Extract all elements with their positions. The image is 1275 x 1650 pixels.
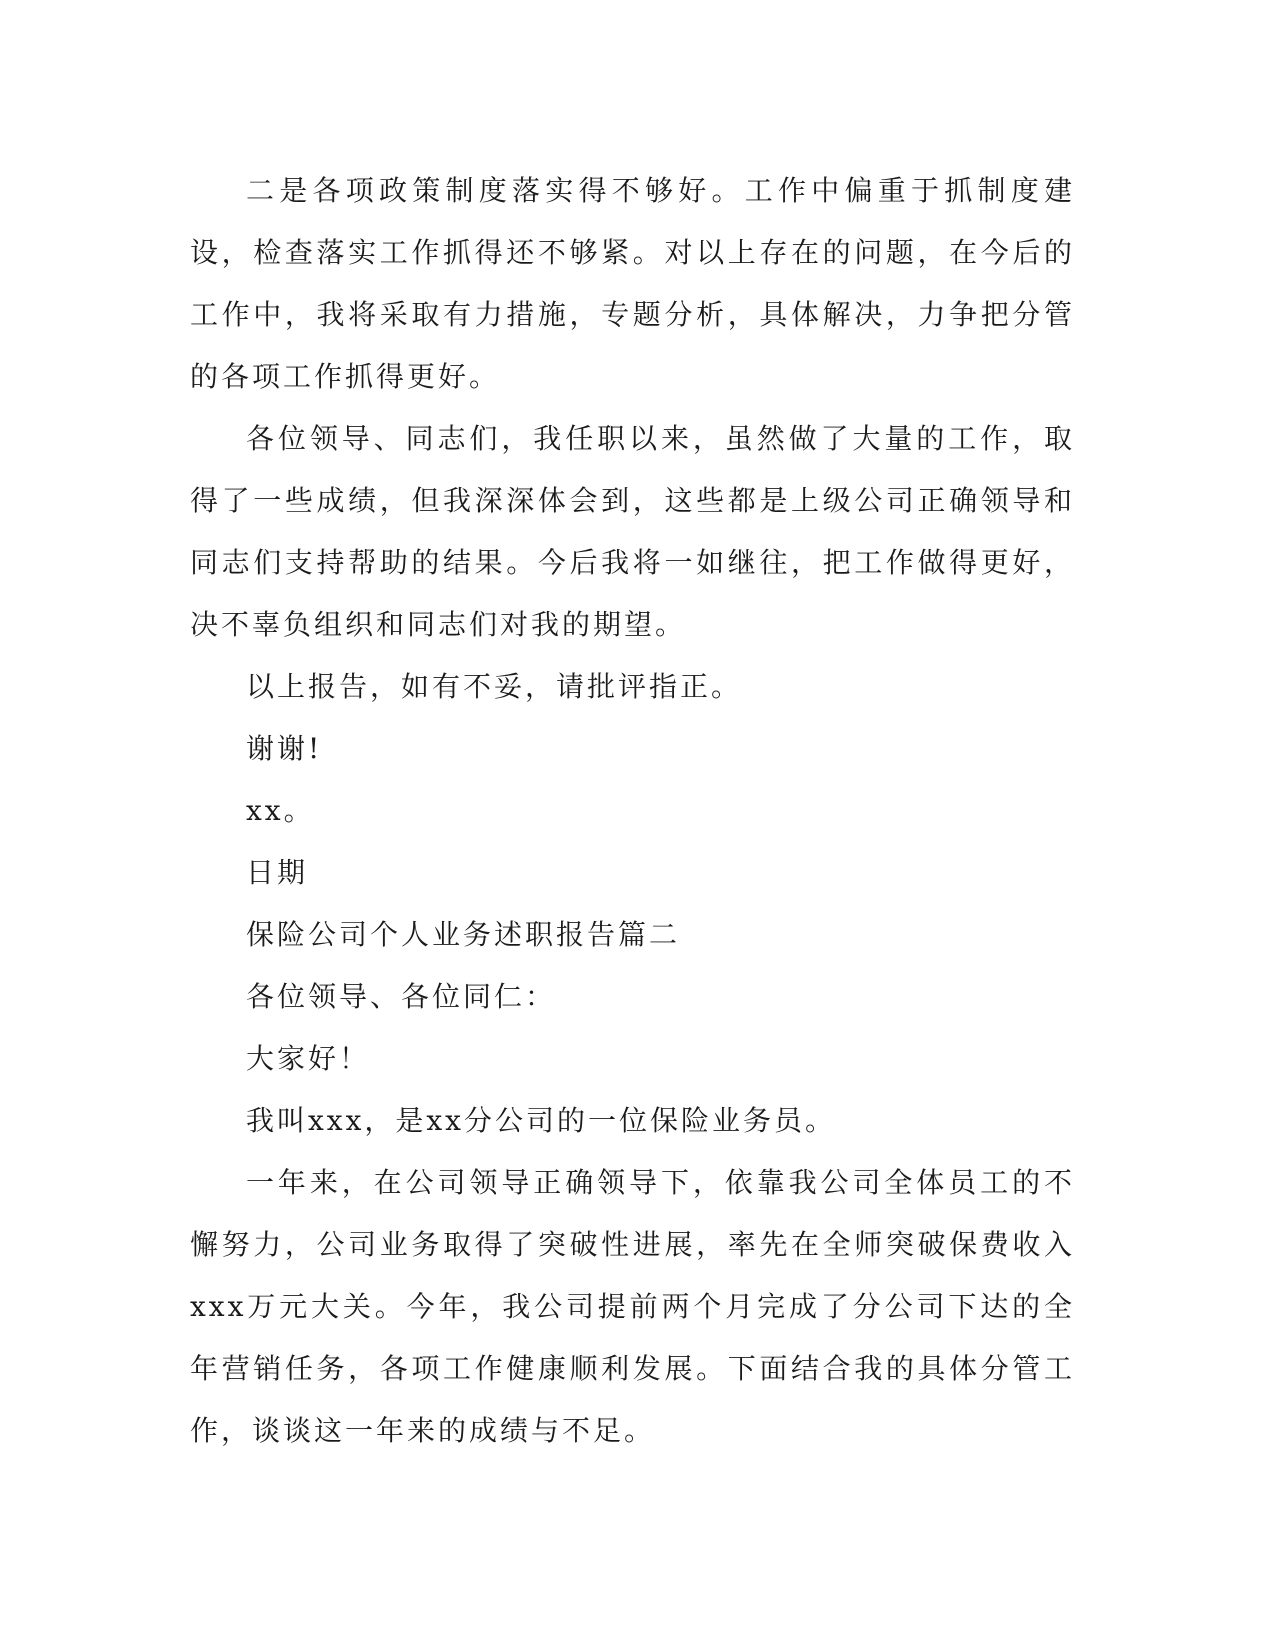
- date-line: 日期: [246, 856, 309, 889]
- paragraph-thank-you: 谢谢!: [246, 732, 323, 765]
- signature-name: xx。: [246, 794, 315, 827]
- salutation: 各位领导、各位同仁：: [246, 980, 557, 1013]
- paragraph-policy-implementation: 二是各项政策制度落实得不够好。工作中偏重于抓制度建设，检查落实工作抓得还不够紧。对以上存在的问题，在今后的工作中，我将采取有力措施，专题分析，具体解决，力争把分管的各项工作抓得更好。: [190, 174, 1075, 393]
- self-introduction: 我叫xxx，是xx分公司的一位保险业务员。: [246, 1104, 836, 1137]
- paragraph-year-review: 一年来，在公司领导正确领导下，依靠我公司全体员工的不懈努力，公司业务取得了突破性进展，率先在全师突破保费收入xxx万元大关。今年，我公司提前两个月完成了分公司下达的全年营销任务，各项工作健康顺利发展。下面结合我的具体分管工作，谈谈这一年来的成绩与不足。: [190, 1166, 1075, 1447]
- greeting: 大家好！: [246, 1042, 371, 1075]
- section-title: 保险公司个人业务述职报告篇二: [246, 918, 681, 951]
- document-body: [190, 160, 1075, 1462]
- paragraph-report-closing: 以上报告，如有不妥，请批评指正。: [246, 670, 743, 703]
- paragraph-thanks-leaders: 各位领导、同志们，我任职以来，虽然做了大量的工作，取得了一些成绩，但我深深体会到，这些都是上级公司正确领导和同志们支持帮助的结果。今后我将一如继往，把工作做得更好，决不辜负组织和同志们对我的期望。: [190, 422, 1075, 641]
